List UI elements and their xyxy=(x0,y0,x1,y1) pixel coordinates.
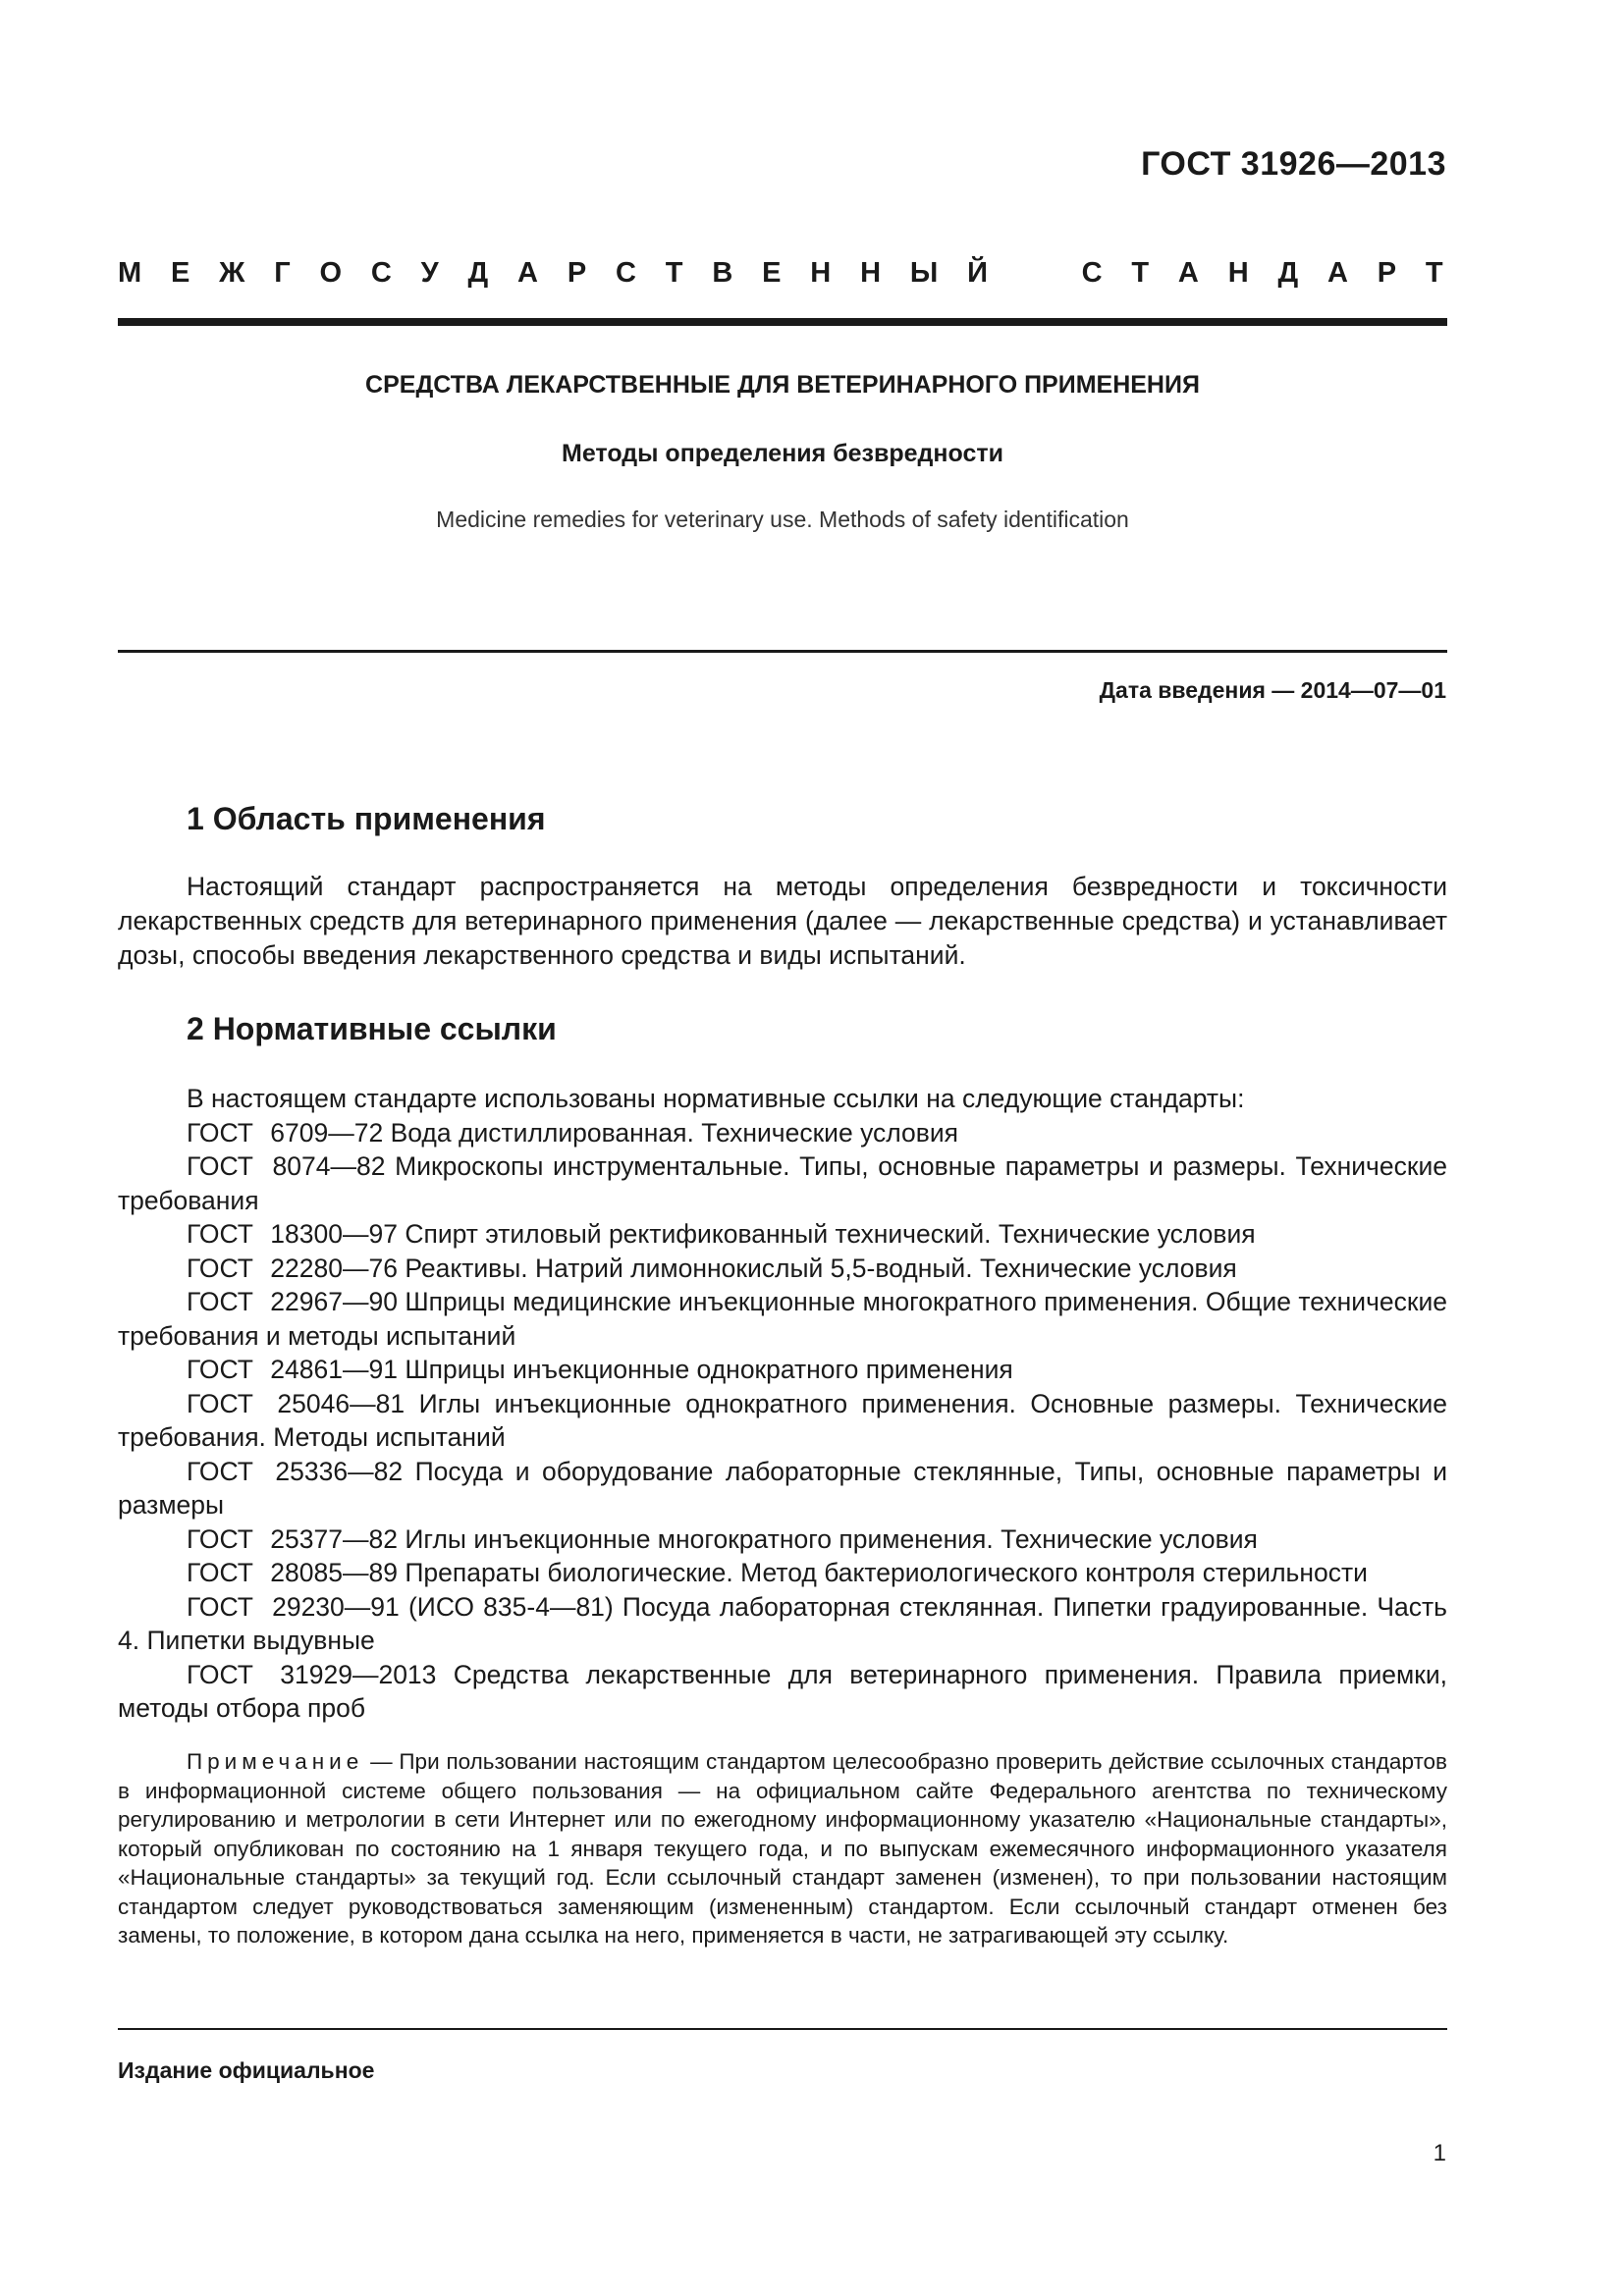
banner-letter: Ж xyxy=(219,257,245,289)
banner-letter: С xyxy=(616,257,636,289)
reference-item xyxy=(118,1116,1447,1150)
document-subtitle: Методы определения безвредности xyxy=(562,440,1003,467)
reference-item xyxy=(118,1658,1447,1726)
paragraph: Настоящий стандарт распространяется на методы определения безвредности и токсичности лекарственных средств для ветеринарного применения (далее — лекарственные средства) и устанавливает дозы, способы введения лекарственного средства и виды испытаний. xyxy=(118,872,1447,970)
footer-divider xyxy=(118,2028,1447,2030)
reference-code: ГОСТ 22280—76 xyxy=(187,1253,398,1283)
banner-letter: Н xyxy=(810,257,832,289)
reference-text: Посуда и оборудование лабораторные стеклянные, Типы, основные параметры и размеры xyxy=(118,1456,1447,1520)
section-1-text xyxy=(118,870,1447,973)
banner-letter: С xyxy=(1081,257,1103,289)
banner-letter: М xyxy=(118,257,142,289)
banner-letter: А xyxy=(517,257,538,289)
banner-letter: Р xyxy=(567,257,587,289)
reference-item xyxy=(118,1285,1447,1353)
section-1-heading: 1 Область применения xyxy=(187,801,546,836)
reference-text: (ИСО 835-4—81) Посуда лабораторная стеклянная. Пипетки градуированные. Часть 4. Пипетки выдувные xyxy=(118,1591,1447,1655)
reference-text: Средства лекарственные для ветеринарного применения. Правила приемки, методы отбора проб xyxy=(118,1659,1447,1723)
banner-letter: Т xyxy=(1131,257,1150,289)
reference-code: ГОСТ 25377—82 xyxy=(187,1523,398,1554)
note-text: — При пользовании настоящим стандартом целесообразно проверить действие ссылочных стандартов в информационной системе общего пользования — на официальном сайте Федерального агентства по техническому регулированию и метрологии в сети Интернет или по ежегодному информационному указателю «Национальные стандарты», который опубликован по состоянию на 1 января текущего года, и по выпускам ежемесячного информационного указателя «Национальные стандарты» за текущий год. Если ссылочный стандарт заменен (изменен), то при пользовании настоящим стандартом следует руководствоваться заменяющим (измененным) стандартом. Если ссылочный стандарт отменен без замены, то положение, в котором дана ссылка на него, применяется в части, не затрагивающей эту ссылку. xyxy=(118,1749,1447,1948)
banner-letter: Д xyxy=(467,257,489,289)
reference-code: ГОСТ 24861—91 xyxy=(187,1355,398,1384)
banner-letter: Г xyxy=(274,257,291,289)
reference-item xyxy=(118,1455,1447,1522)
references-intro: В настоящем стандарте использованы нормативные ссылки на следующие стандарты: xyxy=(187,1084,1245,1113)
banner-letter: У xyxy=(420,257,439,289)
reference-item xyxy=(118,1353,1447,1387)
reference-text: Препараты биологические. Метод бактериологического контроля стерильности xyxy=(405,1558,1368,1587)
standard-code: ГОСТ 31926—2013 xyxy=(1141,145,1446,183)
banner-letter: А xyxy=(1326,257,1348,289)
reference-code: ГОСТ 31929—2013 xyxy=(187,1659,437,1689)
note xyxy=(118,1747,1447,1950)
edition-label: Издание официальное xyxy=(118,2057,375,2083)
reference-code: ГОСТ 29230—91 xyxy=(187,1591,400,1622)
banner-letter: Е xyxy=(762,257,782,289)
banner-letter: Е xyxy=(171,257,190,289)
reference-text: Реактивы. Натрий лимоннокислый 5,5-водный. Технические условия xyxy=(405,1253,1237,1283)
reference-text: Микроскопы инструментальные. Типы, основные параметры и размеры. Технические требования xyxy=(118,1151,1447,1215)
reference-item xyxy=(118,1556,1447,1590)
banner-letter: Т xyxy=(665,257,683,289)
reference-item xyxy=(118,1217,1447,1252)
banner-word-gap xyxy=(1017,257,1053,290)
reference-item xyxy=(118,1252,1447,1286)
banner-letter: С xyxy=(370,257,392,289)
references-list xyxy=(118,1082,1447,1726)
banner-letter: Н xyxy=(860,257,882,289)
section-2-heading: 2 Нормативные ссылки xyxy=(187,1011,557,1046)
banner-letter: В xyxy=(712,257,733,289)
reference-text: Иглы инъекционные однократного применения. Основные размеры. Технические требования. Методы испытаний xyxy=(118,1388,1447,1452)
banner-letter: О xyxy=(319,257,343,289)
reference-text: Шприцы медицинские инъекционные многократного применения. Общие технические требования и методы испытаний xyxy=(118,1287,1447,1351)
reference-code: ГОСТ 25046—81 xyxy=(187,1388,406,1418)
reference-code: ГОСТ 8074—82 xyxy=(187,1151,386,1181)
reference-code: ГОСТ 18300—97 xyxy=(187,1219,398,1249)
reference-code: ГОСТ 6709—72 xyxy=(187,1117,384,1148)
reference-item xyxy=(118,1522,1447,1557)
reference-text: Шприцы инъекционные однократного применения xyxy=(405,1355,1013,1384)
banner-letter: Й xyxy=(967,257,988,289)
title-divider xyxy=(118,650,1447,653)
reference-text: Вода дистиллированная. Технические условия xyxy=(390,1117,959,1148)
reference-code: ГОСТ 25336—82 xyxy=(187,1456,404,1486)
document-title: СРЕДСТВА ЛЕКАРСТВЕННЫЕ ДЛЯ ВЕТЕРИНАРНОГО ПРИМЕНЕНИЯ xyxy=(365,371,1200,399)
english-title: Medicine remedies for veterinary use. Methods of safety identification xyxy=(436,507,1129,532)
banner-letter: Д xyxy=(1277,257,1299,289)
banner-letter: Н xyxy=(1227,257,1249,289)
standard-type-banner xyxy=(118,257,1443,290)
banner-letter: Ы xyxy=(909,257,939,289)
introduction-date: Дата введения — 2014—07—01 xyxy=(1099,677,1446,703)
page-number: 1 xyxy=(1433,2140,1446,2166)
banner-letter: Т xyxy=(1425,257,1443,289)
reference-text: Спирт этиловый ректификованный технический. Технические условия xyxy=(405,1219,1256,1249)
banner-letter: А xyxy=(1177,257,1199,289)
reference-code: ГОСТ 28085—89 xyxy=(187,1558,398,1587)
reference-code: ГОСТ 22967—90 xyxy=(187,1287,398,1316)
note-label: Примечание xyxy=(187,1749,364,1774)
reference-item xyxy=(118,1149,1447,1217)
reference-text: Иглы инъекционные многократного применения. Технические условия xyxy=(405,1523,1258,1554)
reference-item xyxy=(118,1387,1447,1455)
reference-item xyxy=(118,1590,1447,1658)
header-divider xyxy=(118,318,1447,326)
banner-letter: Р xyxy=(1377,257,1397,289)
